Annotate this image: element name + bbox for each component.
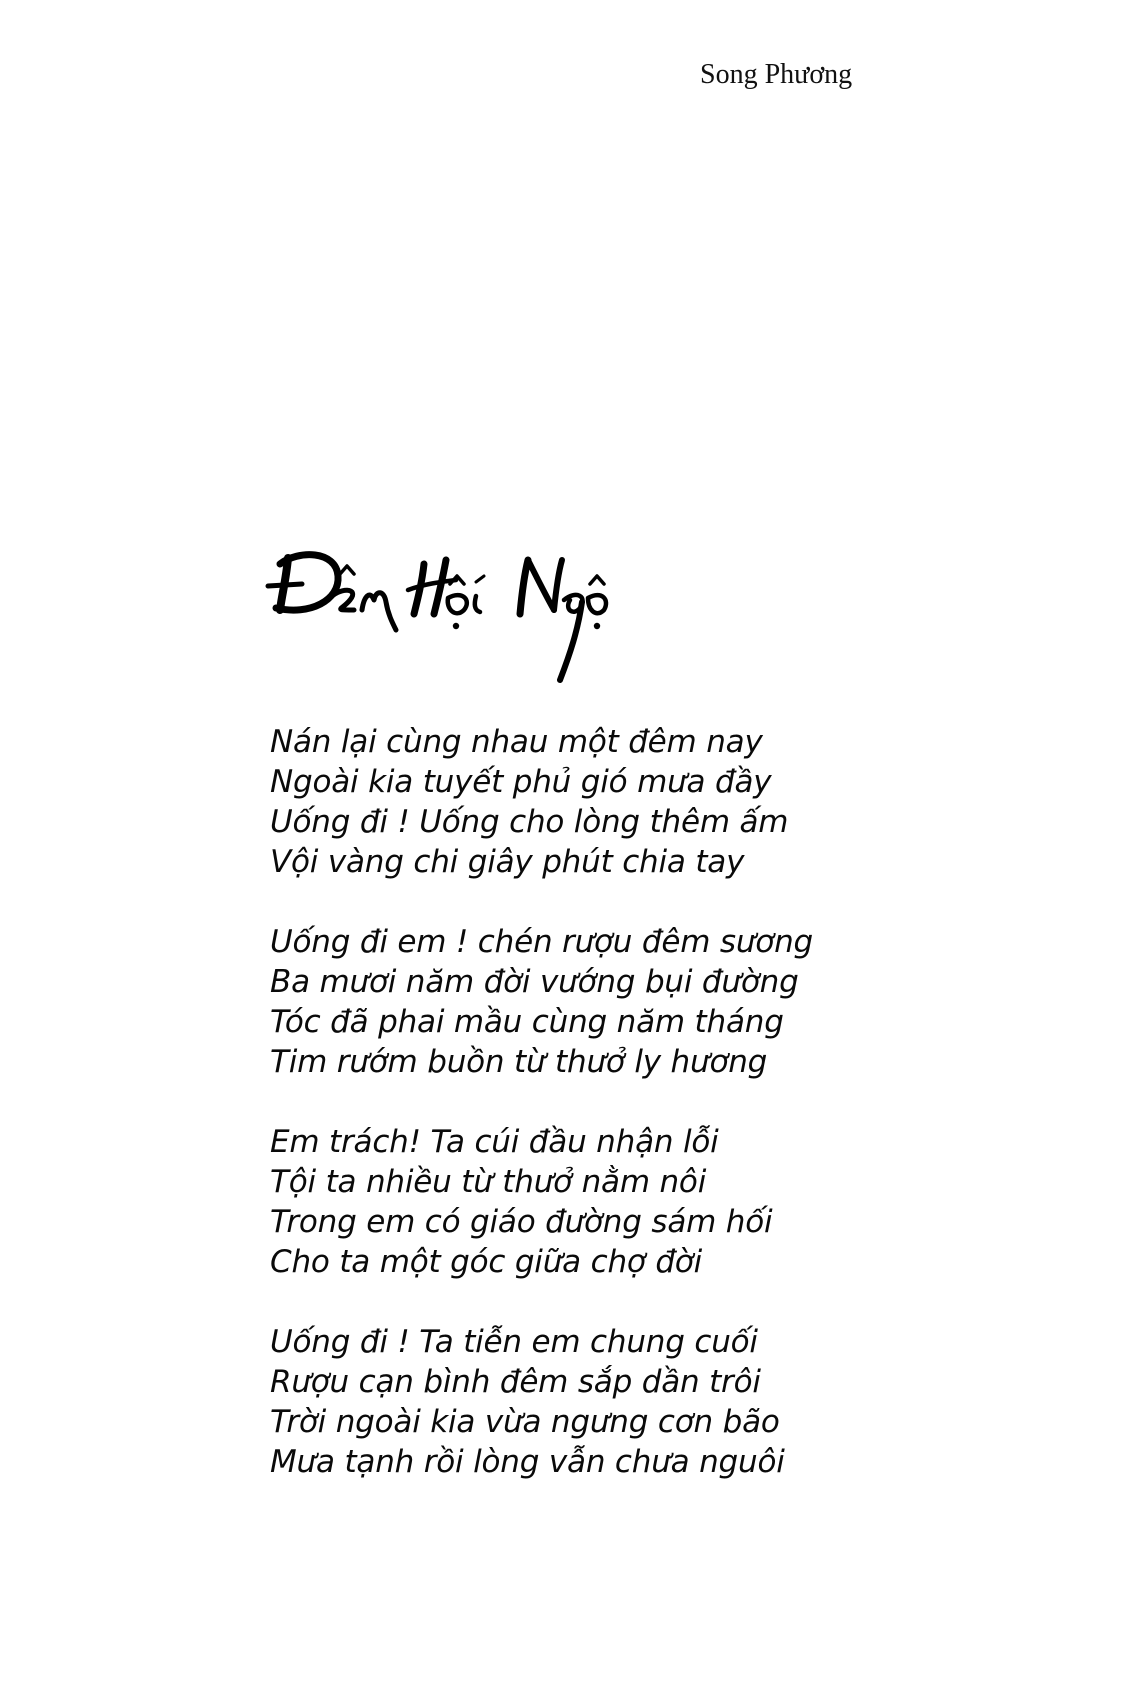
- stanza: [270, 922, 910, 1082]
- poem-line: Trời ngoài kia vừa ngưng cơn bão: [270, 1404, 780, 1440]
- poem-line: Cho ta một góc giữa chợ đời: [270, 1244, 702, 1280]
- poem-line: Vội vàng chi giây phút chia tay: [270, 844, 745, 880]
- poem-line: Uống đi ! Ta tiễn em chung cuối: [270, 1324, 758, 1360]
- stanza: [270, 722, 910, 882]
- poem-line: Tim rướm buồn từ thưở ly hương: [270, 1044, 768, 1080]
- poem-line: Uống đi ! Uống cho lòng thêm ấm: [270, 804, 789, 840]
- poem-line: Ba mươi năm đời vướng bụi đường: [270, 964, 799, 1000]
- poem-line: Em trách! Ta cúi đầu nhận lỗi: [270, 1124, 719, 1160]
- poem-line: Tóc đã phai mầu cùng năm tháng: [270, 1004, 784, 1040]
- poem-line: Tội ta nhiều từ thưở nằm nôi: [270, 1164, 707, 1200]
- poem-line: Uống đi em ! chén rượu đêm sương: [270, 924, 814, 960]
- poem-body: [270, 722, 910, 1522]
- poem-line: Mưa tạnh rồi lòng vẫn chưa nguôi: [270, 1444, 785, 1480]
- author-header: Song Phương: [700, 59, 853, 90]
- title-brush-lettering: [258, 530, 658, 690]
- stanza: [270, 1322, 910, 1482]
- stanza: [270, 1122, 910, 1282]
- poem-line: Rượu cạn bình đêm sắp dần trôi: [270, 1364, 761, 1400]
- poem-line: Trong em có giáo đường sám hối: [270, 1204, 773, 1240]
- poem-line: Ngoài kia tuyết phủ gió mưa đầy: [270, 764, 772, 800]
- poem-title-calligraphy: [258, 530, 658, 690]
- poem-line: Nán lại cùng nhau một đêm nay: [270, 724, 763, 760]
